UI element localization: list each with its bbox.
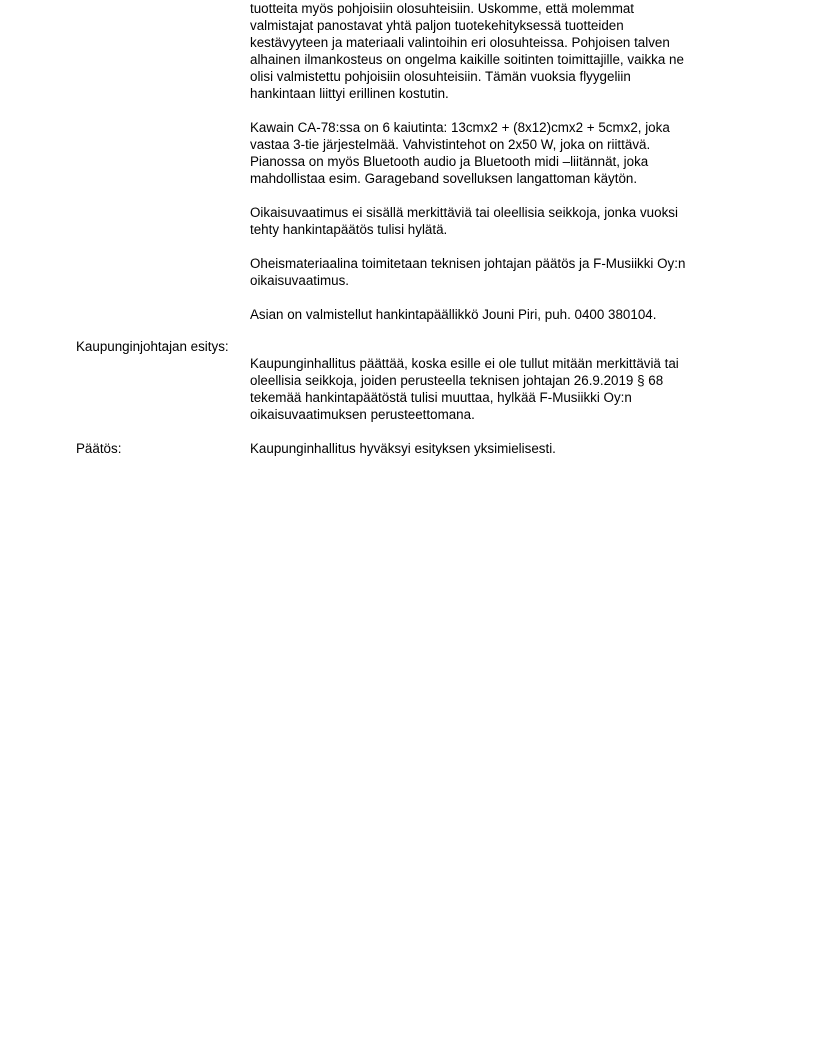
proposal-section: [250, 355, 740, 423]
paragraph-claim-assessment: Oikaisuvaatimus ei sisällä merkittäviä tai oleellisia seikkoja, jonka vuoksi tehty hankintapäätös tulisi hylätä.: [250, 205, 678, 237]
decision-label: Päätös:: [76, 441, 122, 456]
paragraph-speakers: Kawain CA-78:ssa on 6 kaiutinta: 13cmx2 + (8x12)cmx2 + 5cmx2, joka vastaa 3-tie järjestelmää. Vahvistintehot on 2x50 W, joka on riittävä. Pianossa on myös Bluetooth audio ja Bluetooth midi –liitännät, joka mahdollistaa esim. Garageband sovelluksen langattoman käytön.: [250, 120, 670, 186]
decision-section: [250, 440, 740, 457]
paragraph-humidity: tuotteita myös pohjoisiin olosuhteisiin. Uskomme, että molemmat valmistajat panostavat yhtä paljon tuotekehityksessä tuotteiden kestävyyteen ja materiaali valintoihin eri olosuhteissa. Pohjoisen talven alhainen ilmankosteus on ongelma kaikille soitinten toimittajille, vaikka ne olisi valmistettu pohjoisiin olosuhteisiin. Tämän vuoksia flyygeliin hankintaan liittyi erillinen kostutin.: [250, 1, 684, 101]
proposal-label: Kaupunginjohtajan esitys:: [76, 339, 229, 354]
proposal-text: Kaupunginhallitus päättää, koska esille ei ole tullut mitään merkittäviä tai oleellisia seikkoja, joiden perusteella teknisen johtajan 26.9.2019 § 68 tekemää hankintapäätöstä tulisi muuttaa, hylkää F-Musiikki Oy:n oikaisuvaatimuksen perusteettomana.: [250, 356, 679, 422]
continued-section: [250, 0, 740, 323]
decision-text: Kaupunginhallitus hyväksyi esityksen yksimielisesti.: [250, 441, 556, 456]
paragraph-attachments: Oheismateriaalina toimitetaan teknisen johtajan päätös ja F-Musiikki Oy:n oikaisuvaatimus.: [250, 256, 686, 288]
paragraph-preparer: Asian on valmistellut hankintapäällikkö Jouni Piri, puh. 0400 380104.: [250, 307, 657, 322]
